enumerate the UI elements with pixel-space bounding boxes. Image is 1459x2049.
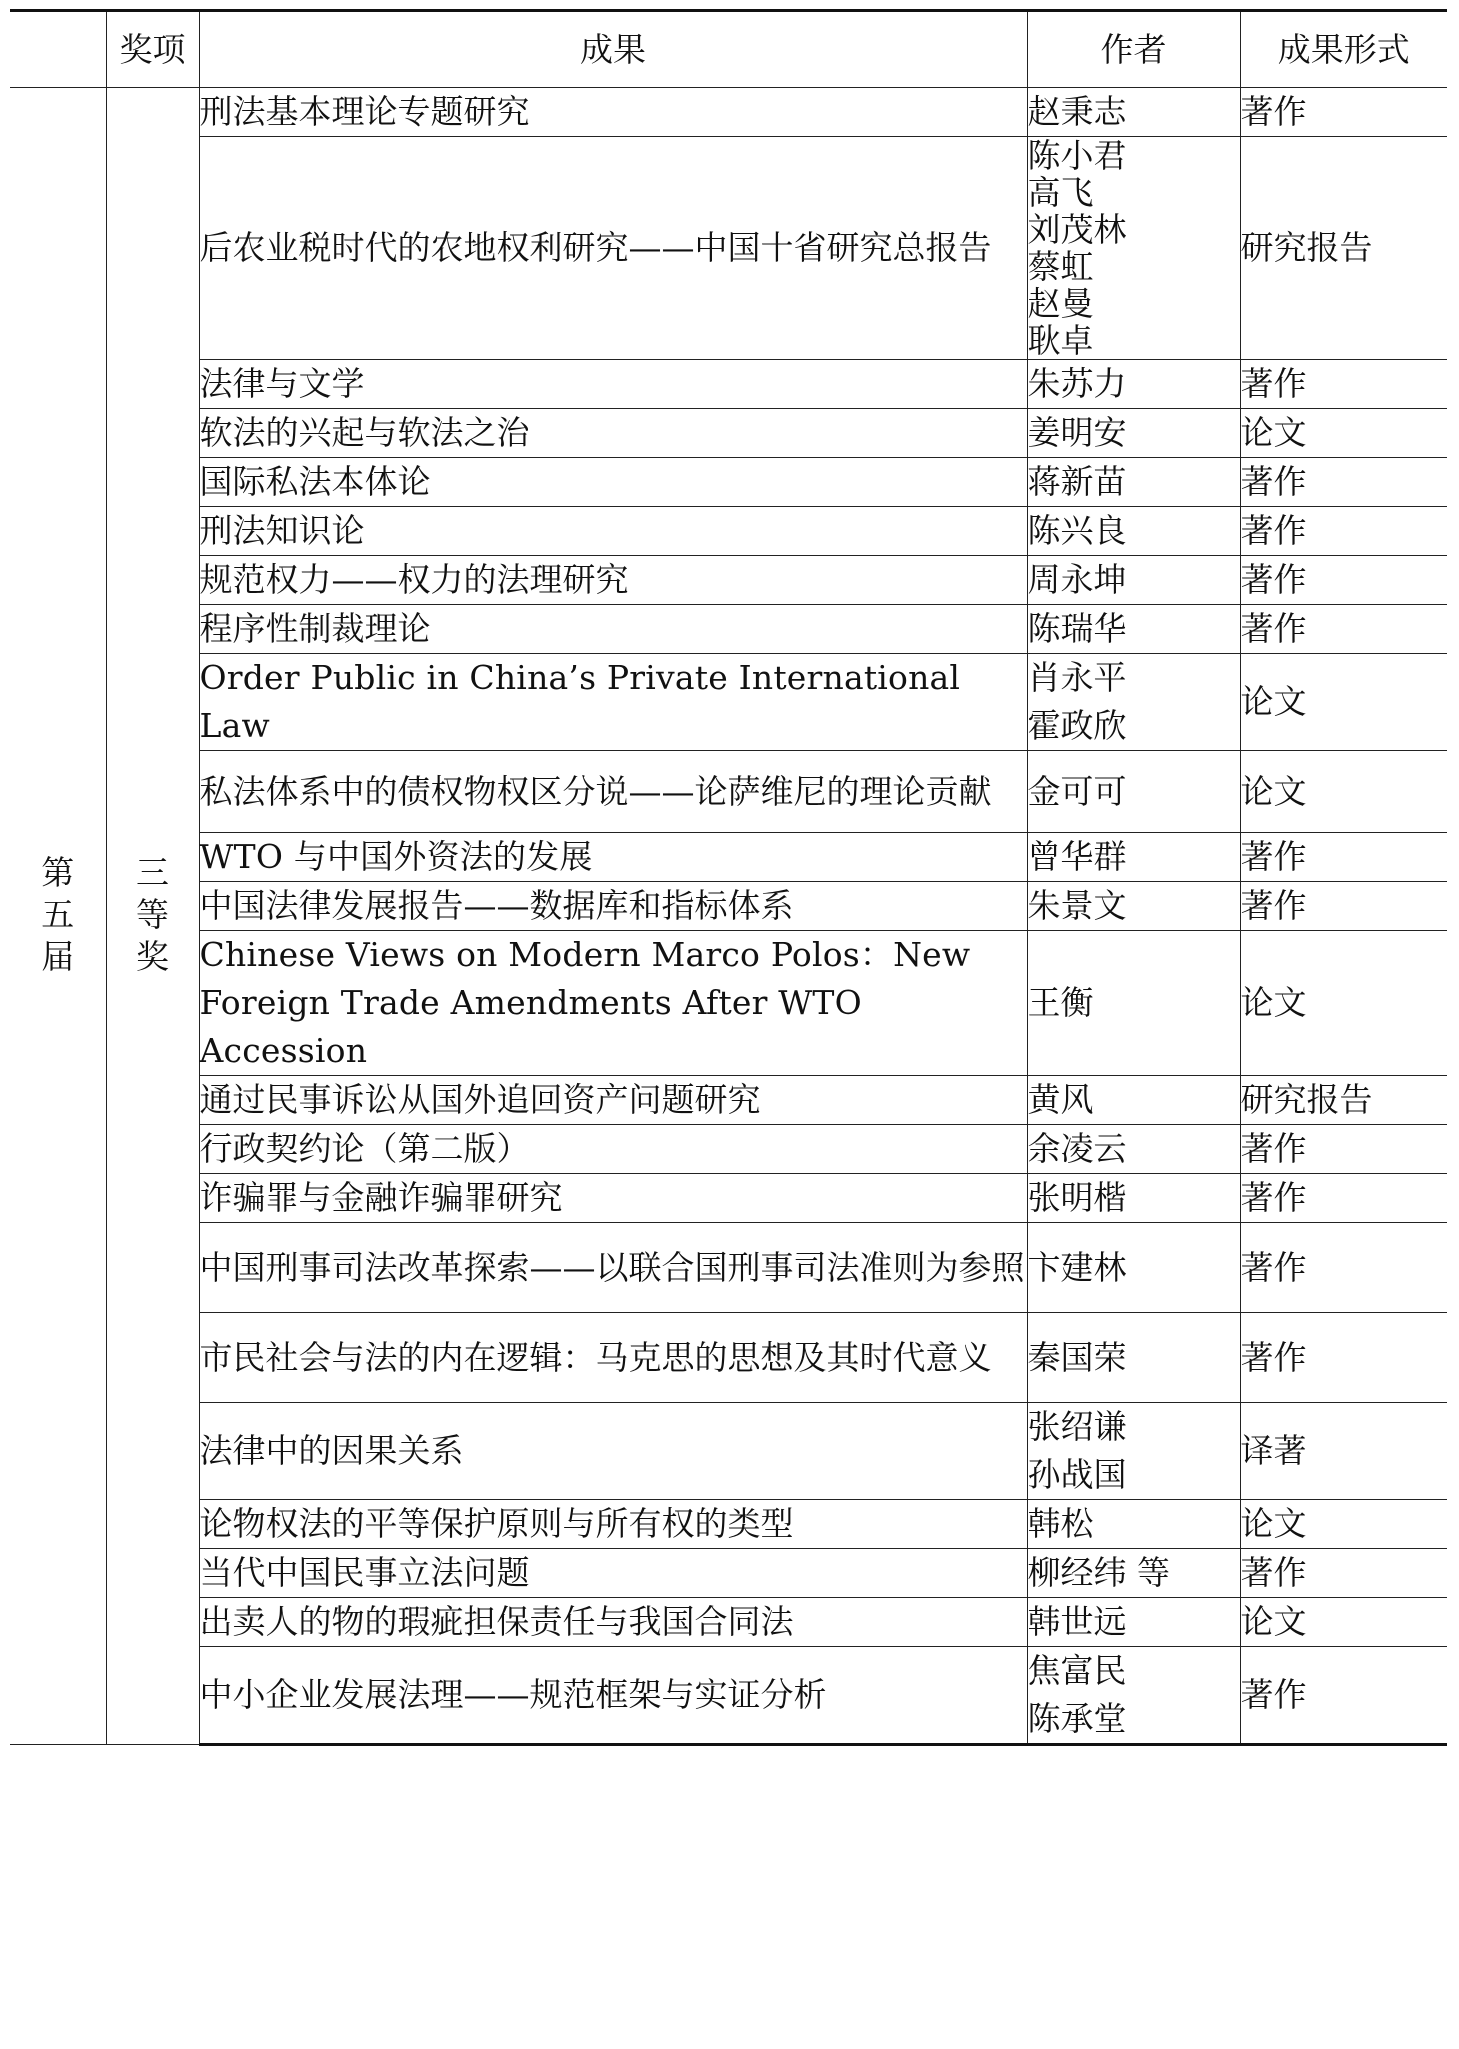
title-cell bbox=[199, 882, 1027, 931]
achievement-title: Chinese Views on Modern Marco Polos：New Foreign Trade Amendments After WTO Accession bbox=[199, 935, 971, 1070]
title-cell bbox=[199, 751, 1027, 833]
author-name: 高飞 bbox=[1027, 173, 1094, 212]
table-row bbox=[10, 931, 1447, 1076]
author-cell bbox=[1027, 1500, 1240, 1549]
header-author: 作者 bbox=[1027, 11, 1240, 88]
author-cell bbox=[1027, 137, 1240, 360]
author-name: 秦国荣 bbox=[1027, 1337, 1127, 1377]
form-cell bbox=[1240, 931, 1447, 1076]
achievement-form: 著作 bbox=[1240, 1553, 1307, 1592]
author-name: 姜明安 bbox=[1027, 413, 1127, 452]
table-row bbox=[10, 1500, 1447, 1549]
achievement-title: 市民社会与法的内在逻辑：马克思的思想及其时代意义 bbox=[199, 1337, 992, 1377]
achievement-form: 研究报告 bbox=[1240, 228, 1373, 267]
title-cell bbox=[199, 1647, 1027, 1745]
title-cell bbox=[199, 1549, 1027, 1598]
form-cell bbox=[1240, 833, 1447, 882]
table-row bbox=[10, 1223, 1447, 1313]
form-cell bbox=[1240, 1549, 1447, 1598]
author-name: 金可可 bbox=[1027, 771, 1127, 811]
author-name: 霍政欣 bbox=[1027, 706, 1127, 745]
table-row bbox=[10, 360, 1447, 409]
achievement-form: 著作 bbox=[1240, 364, 1307, 403]
achievement-title: 程序性制裁理论 bbox=[199, 609, 431, 648]
author-cell bbox=[1027, 1174, 1240, 1223]
achievement-form: 著作 bbox=[1240, 511, 1307, 550]
achievement-form: 著作 bbox=[1240, 886, 1307, 925]
achievement-form: 论文 bbox=[1240, 1602, 1307, 1641]
table-row bbox=[10, 1647, 1447, 1745]
form-cell bbox=[1240, 1313, 1447, 1403]
form-cell bbox=[1240, 1647, 1447, 1745]
author-cell bbox=[1027, 1647, 1240, 1745]
author-name: 耿卓 bbox=[1027, 321, 1094, 360]
title-cell bbox=[199, 605, 1027, 654]
title-cell bbox=[199, 1313, 1027, 1403]
title-cell bbox=[199, 1403, 1027, 1500]
form-cell bbox=[1240, 654, 1447, 751]
author-name: 黄风 bbox=[1027, 1080, 1094, 1119]
achievement-title: 刑法基本理论专题研究 bbox=[199, 92, 530, 131]
achievement-title: 中国法律发展报告——数据库和指标体系 bbox=[199, 886, 794, 925]
achievement-form: 论文 bbox=[1240, 682, 1307, 721]
award-label: 三等奖 bbox=[136, 852, 169, 976]
header-row bbox=[10, 11, 1447, 88]
author-name: 赵秉志 bbox=[1027, 92, 1127, 131]
form-cell bbox=[1240, 458, 1447, 507]
achievement-title: 国际私法本体论 bbox=[199, 462, 431, 501]
achievement-title: 私法体系中的债权物权区分说——论萨维尼的理论贡献 bbox=[199, 771, 992, 811]
author-name: 王衡 bbox=[1027, 983, 1094, 1022]
achievement-title: 行政契约论（第二版） bbox=[199, 1129, 530, 1168]
form-cell bbox=[1240, 1125, 1447, 1174]
header-award: 奖项 bbox=[106, 11, 199, 88]
author-name: 陈瑞华 bbox=[1027, 609, 1127, 648]
author-name: 张明楷 bbox=[1027, 1178, 1127, 1217]
form-cell bbox=[1240, 556, 1447, 605]
author-cell bbox=[1027, 88, 1240, 137]
table-row bbox=[10, 409, 1447, 458]
title-cell bbox=[199, 1598, 1027, 1647]
author-name: 张绍谦 bbox=[1027, 1407, 1127, 1446]
achievement-form: 研究报告 bbox=[1240, 1080, 1373, 1119]
achievement-form: 著作 bbox=[1240, 1247, 1307, 1287]
achievement-form: 著作 bbox=[1240, 1337, 1307, 1377]
author-cell bbox=[1027, 1598, 1240, 1647]
author-cell bbox=[1027, 751, 1240, 833]
achievement-title: 刑法知识论 bbox=[199, 511, 365, 550]
author-cell bbox=[1027, 360, 1240, 409]
session-label: 第五届 bbox=[41, 852, 75, 976]
form-cell bbox=[1240, 507, 1447, 556]
author-cell bbox=[1027, 1125, 1240, 1174]
title-cell bbox=[199, 1174, 1027, 1223]
table-row bbox=[10, 1125, 1447, 1174]
award-cell bbox=[106, 88, 199, 1745]
author-name: 刘茂林 bbox=[1027, 210, 1127, 249]
awards-table bbox=[10, 9, 1447, 1746]
achievement-form: 著作 bbox=[1240, 609, 1307, 648]
author-name: 蔡虹 bbox=[1027, 247, 1094, 286]
table-row bbox=[10, 605, 1447, 654]
title-cell bbox=[199, 458, 1027, 507]
author-name: 朱苏力 bbox=[1027, 364, 1127, 403]
achievement-form: 著作 bbox=[1240, 1178, 1307, 1217]
achievement-title: 中国刑事司法改革探索——以联合国刑事司法准则为参照 bbox=[199, 1247, 1025, 1287]
achievement-form: 论文 bbox=[1240, 983, 1307, 1022]
table-row bbox=[10, 882, 1447, 931]
table-row bbox=[10, 1076, 1447, 1125]
table-body bbox=[10, 88, 1447, 1745]
table-row bbox=[10, 1174, 1447, 1223]
table-row bbox=[10, 1313, 1447, 1403]
author-name: 曾华群 bbox=[1027, 837, 1127, 876]
author-cell bbox=[1027, 605, 1240, 654]
achievement-form: 论文 bbox=[1240, 771, 1307, 811]
author-cell bbox=[1027, 409, 1240, 458]
achievement-form: 著作 bbox=[1240, 837, 1307, 876]
author-cell bbox=[1027, 1403, 1240, 1500]
author-cell bbox=[1027, 458, 1240, 507]
form-cell bbox=[1240, 1174, 1447, 1223]
achievement-title: 诈骗罪与金融诈骗罪研究 bbox=[199, 1178, 563, 1217]
form-cell bbox=[1240, 1076, 1447, 1125]
author-name: 韩松 bbox=[1027, 1504, 1094, 1543]
title-cell bbox=[199, 137, 1027, 360]
author-cell bbox=[1027, 833, 1240, 882]
header-title: 成果 bbox=[199, 11, 1027, 88]
achievement-form: 论文 bbox=[1240, 1504, 1307, 1543]
title-cell bbox=[199, 833, 1027, 882]
achievement-title: WTO 与中国外资法的发展 bbox=[199, 837, 593, 876]
title-cell bbox=[199, 1223, 1027, 1313]
title-cell bbox=[199, 556, 1027, 605]
form-cell bbox=[1240, 1500, 1447, 1549]
form-cell bbox=[1240, 1223, 1447, 1313]
table-row bbox=[10, 137, 1447, 360]
form-cell bbox=[1240, 1598, 1447, 1647]
table-row bbox=[10, 1598, 1447, 1647]
form-cell bbox=[1240, 88, 1447, 137]
table-row bbox=[10, 833, 1447, 882]
author-name: 孙战国 bbox=[1027, 1455, 1127, 1494]
author-cell bbox=[1027, 1313, 1240, 1403]
author-name: 陈承堂 bbox=[1027, 1699, 1127, 1738]
achievement-title: 中小企业发展法理——规范框架与实证分析 bbox=[199, 1675, 827, 1714]
achievement-form: 著作 bbox=[1240, 1675, 1307, 1714]
author-cell bbox=[1027, 556, 1240, 605]
title-cell bbox=[199, 1500, 1027, 1549]
table-row bbox=[10, 507, 1447, 556]
author-name: 焦富民 bbox=[1027, 1651, 1127, 1690]
form-cell bbox=[1240, 882, 1447, 931]
achievement-title: 法律中的因果关系 bbox=[199, 1431, 464, 1470]
table-row bbox=[10, 654, 1447, 751]
author-name: 陈小君 bbox=[1027, 136, 1127, 175]
author-cell bbox=[1027, 882, 1240, 931]
author-cell bbox=[1027, 931, 1240, 1076]
header-session bbox=[10, 11, 106, 88]
author-cell bbox=[1027, 1549, 1240, 1598]
achievement-title: 规范权力——权力的法理研究 bbox=[199, 560, 629, 599]
author-name: 赵曼 bbox=[1027, 284, 1094, 323]
title-cell bbox=[199, 931, 1027, 1076]
achievement-title: 论物权法的平等保护原则与所有权的类型 bbox=[199, 1504, 794, 1543]
table-row bbox=[10, 458, 1447, 507]
author-name: 周永坤 bbox=[1027, 560, 1127, 599]
table-row bbox=[10, 1549, 1447, 1598]
title-cell bbox=[199, 409, 1027, 458]
title-cell bbox=[199, 1125, 1027, 1174]
form-cell bbox=[1240, 1403, 1447, 1500]
achievement-form: 著作 bbox=[1240, 1129, 1307, 1168]
author-cell bbox=[1027, 507, 1240, 556]
author-cell bbox=[1027, 1223, 1240, 1313]
achievement-form: 著作 bbox=[1240, 92, 1307, 131]
achievement-form: 著作 bbox=[1240, 462, 1307, 501]
author-name: 蒋新苗 bbox=[1027, 462, 1127, 501]
achievement-title: 法律与文学 bbox=[199, 364, 365, 403]
achievement-title: Order Public in China’s Private International Law bbox=[199, 658, 961, 745]
achievement-form: 译著 bbox=[1240, 1431, 1307, 1470]
title-cell bbox=[199, 88, 1027, 137]
achievement-title: 出卖人的物的瑕疵担保责任与我国合同法 bbox=[199, 1602, 794, 1641]
title-cell bbox=[199, 360, 1027, 409]
title-cell bbox=[199, 1076, 1027, 1125]
achievement-title: 后农业税时代的农地权利研究——中国十省研究总报告 bbox=[199, 228, 992, 267]
author-name: 肖永平 bbox=[1027, 658, 1127, 697]
author-name: 陈兴良 bbox=[1027, 511, 1127, 550]
author-name: 卞建林 bbox=[1027, 1247, 1127, 1287]
form-cell bbox=[1240, 409, 1447, 458]
title-cell bbox=[199, 507, 1027, 556]
achievement-title: 当代中国民事立法问题 bbox=[199, 1553, 530, 1592]
table-row bbox=[10, 751, 1447, 833]
form-cell bbox=[1240, 360, 1447, 409]
form-cell bbox=[1240, 605, 1447, 654]
author-name: 余凌云 bbox=[1027, 1129, 1127, 1168]
form-cell bbox=[1240, 751, 1447, 833]
form-cell bbox=[1240, 137, 1447, 360]
achievement-title: 通过民事诉讼从国外追回资产问题研究 bbox=[199, 1080, 761, 1119]
session-cell bbox=[10, 88, 106, 1745]
table-row bbox=[10, 1403, 1447, 1500]
title-cell bbox=[199, 654, 1027, 751]
author-cell bbox=[1027, 654, 1240, 751]
author-name: 朱景文 bbox=[1027, 886, 1127, 925]
header-form: 成果形式 bbox=[1240, 11, 1447, 88]
author-name: 韩世远 bbox=[1027, 1602, 1127, 1641]
author-name: 柳经纬 等 bbox=[1027, 1553, 1170, 1592]
table-row bbox=[10, 556, 1447, 605]
achievement-form: 论文 bbox=[1240, 413, 1307, 452]
table-row bbox=[10, 88, 1447, 137]
achievement-title: 软法的兴起与软法之治 bbox=[199, 413, 530, 452]
author-cell bbox=[1027, 1076, 1240, 1125]
achievement-form: 著作 bbox=[1240, 560, 1307, 599]
